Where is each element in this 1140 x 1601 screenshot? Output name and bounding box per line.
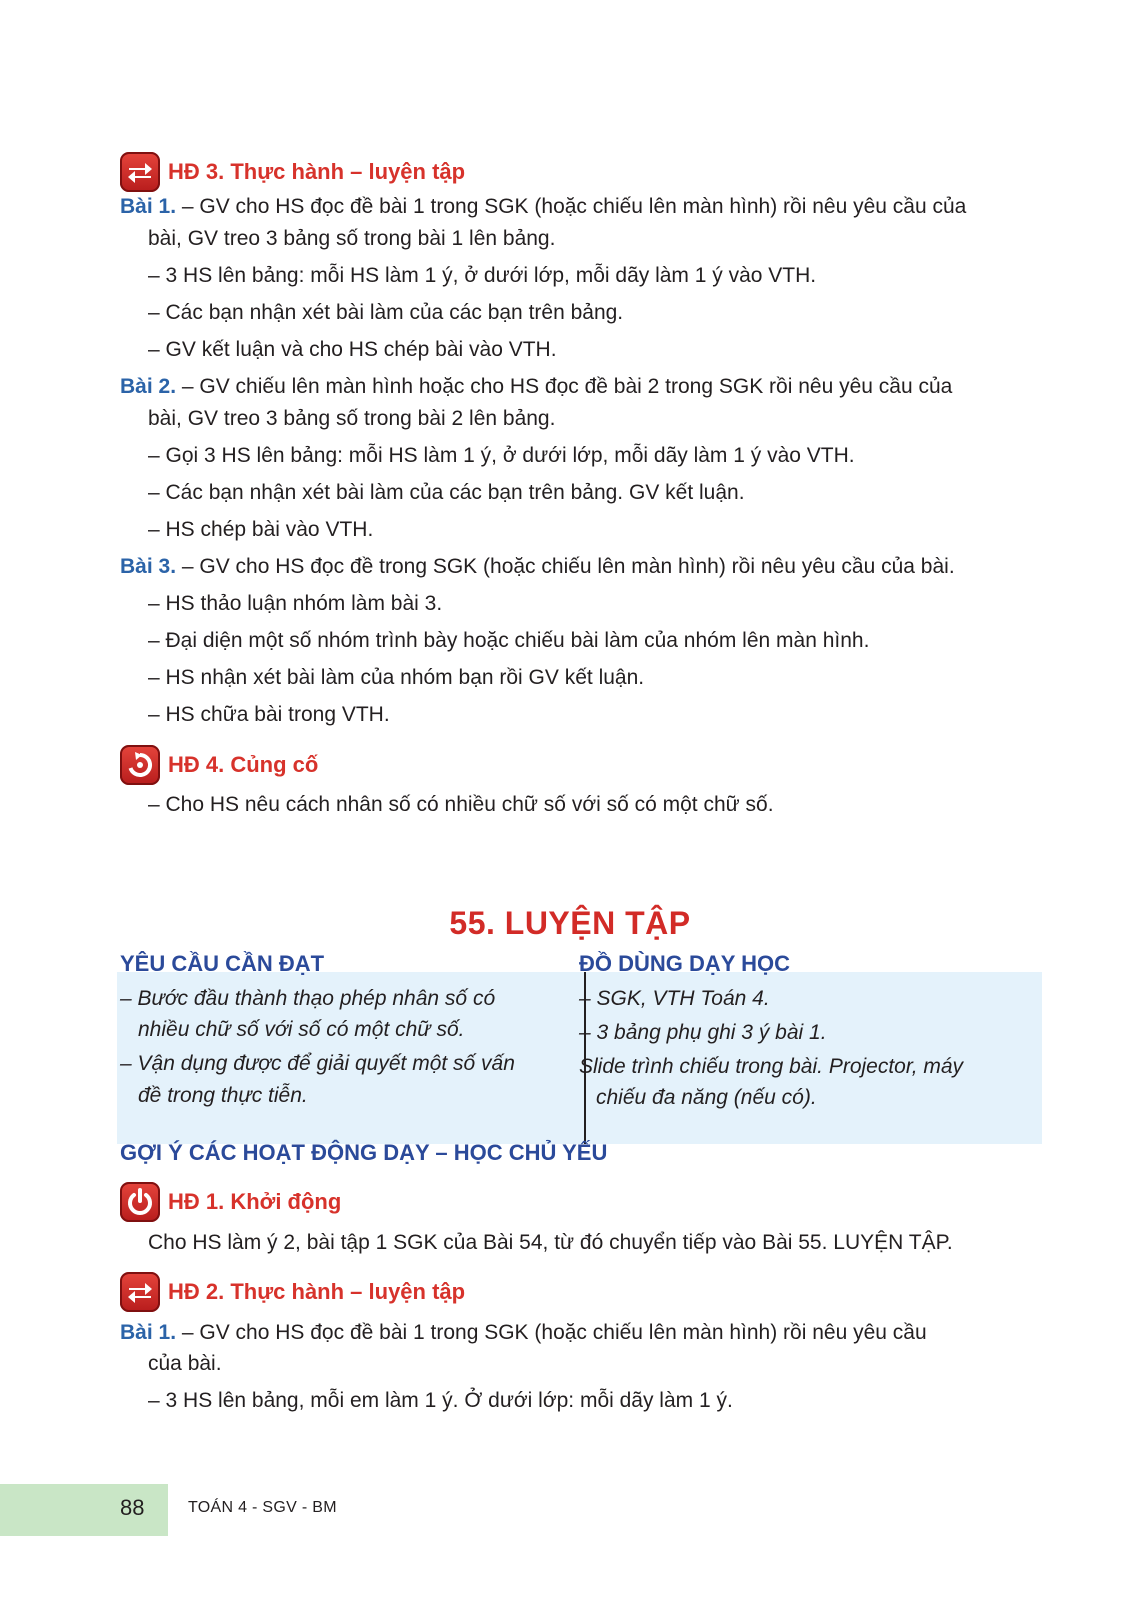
list-item: – HS chữa bài trong VTH. xyxy=(148,703,390,726)
footer-book-title: TOÁN 4 - SGV - BM xyxy=(188,1499,337,1516)
bai-text: – GV cho HS đọc đề bài 1 trong SGK (hoặc chiếu lên màn hình) rồi nêu yêu cầu của xyxy=(176,195,967,218)
hd4-title: HĐ 4. Củng cố xyxy=(168,752,319,777)
cycle-icon xyxy=(120,745,160,785)
list-item: – HS nhận xét bài làm của nhóm bạn rồi GV kết luận. xyxy=(148,666,645,689)
guide-title: GỢI Ý CÁC HOẠT ĐỘNG DẠY – HỌC CHỦ YẾU xyxy=(120,1140,608,1165)
hd3-bai1-line1 xyxy=(120,192,966,222)
list-item: – Cho HS nêu cách nhân số có nhiều chữ số với số có một chữ số. xyxy=(148,793,774,816)
hd2-bai1-line2: của bài. xyxy=(148,1352,222,1375)
hd1-title: HĐ 1. Khởi động xyxy=(168,1189,342,1214)
list-item: – HS thảo luận nhóm làm bài 3. xyxy=(148,592,443,615)
list-item: – Các bạn nhận xét bài làm của các bạn trên bảng. GV kết luận. xyxy=(148,481,745,504)
bai-label: Bài 2. xyxy=(120,375,177,398)
power-icon xyxy=(120,1182,160,1222)
bai-text: – GV cho HS đọc đề bài 1 trong SGK (hoặc chiếu lên màn hình) rồi nêu yêu cầu xyxy=(176,1321,927,1344)
hd3-bai1-line2: bài, GV treo 3 bảng số trong bài 1 lên bảng. xyxy=(148,227,556,250)
list-item: – 3 HS lên bảng: mỗi HS làm 1 ý, ở dưới lớp, mỗi dãy làm 1 ý vào VTH. xyxy=(148,264,817,287)
requirements-left-heading: YÊU CẦU CẦN ĐẠT xyxy=(120,951,325,976)
hd3-bai2-line2: bài, GV treo 3 bảng số trong bài 2 lên bảng. xyxy=(148,407,556,430)
arrows-exchange-icon xyxy=(120,1272,160,1312)
list-item: – 3 HS lên bảng, mỗi em làm 1 ý. Ở dưới lớp: mỗi dãy làm 1 ý. xyxy=(148,1389,733,1412)
hd2-bai1-line1 xyxy=(120,1318,927,1348)
list-item: – Gọi 3 HS lên bảng: mỗi HS làm 1 ý, ở dưới lớp, mỗi dãy làm 1 ý vào VTH. xyxy=(148,444,855,467)
hd3-bai3-line1 xyxy=(120,552,955,582)
requirements-right-line: – SGK, VTH Toán 4. xyxy=(579,987,770,1010)
bai-text: – GV cho HS đọc đề trong SGK (hoặc chiếu lên màn hình) rồi nêu yêu cầu của bài. xyxy=(176,555,955,578)
requirements-right-line: chiếu đa năng (nếu có). xyxy=(596,1086,817,1109)
bai-label: Bài 1. xyxy=(120,195,177,218)
requirements-left-line: đề trong thực tiễn. xyxy=(138,1084,308,1107)
list-item: – HS chép bài vào VTH. xyxy=(148,518,374,541)
hd2-heading xyxy=(120,1272,465,1312)
list-item: – Các bạn nhận xét bài làm của các bạn trên bảng. xyxy=(148,301,624,324)
requirements-right-heading: ĐỒ DÙNG DẠY HỌC xyxy=(579,951,791,976)
hd3-title: HĐ 3. Thực hành – luyện tập xyxy=(168,159,466,184)
requirements-right-line: Slide trình chiếu trong bài. Projector, máy xyxy=(579,1055,964,1078)
requirements-left-line: nhiều chữ số với số có một chữ số. xyxy=(138,1018,465,1041)
page-number: 88 xyxy=(120,1495,145,1520)
section-title: 55. LUYỆN TẬP xyxy=(449,905,691,941)
bai-label: Bài 3. xyxy=(120,555,177,578)
hd4-heading xyxy=(120,745,318,785)
hd3-heading xyxy=(120,152,465,192)
hd2-title: HĐ 2. Thực hành – luyện tập xyxy=(168,1279,466,1304)
list-item: – GV kết luận và cho HS chép bài vào VTH. xyxy=(148,338,557,361)
requirements-left-line: – Bước đầu thành thạo phép nhân số có xyxy=(120,987,496,1010)
bai-label: Bài 1. xyxy=(120,1321,177,1344)
hd1-text: Cho HS làm ý 2, bài tập 1 SGK của Bài 54, từ đó chuyển tiếp vào Bài 55. LUYỆN TẬP. xyxy=(148,1231,953,1254)
hd3-bai2-line1 xyxy=(120,372,952,402)
requirements-right-line: – 3 bảng phụ ghi 3 ý bài 1. xyxy=(579,1021,827,1044)
bai-text: – GV chiếu lên màn hình hoặc cho HS đọc đề bài 2 trong SGK rồi nêu yêu cầu của xyxy=(176,375,953,398)
requirements-left-line: – Vận dụng được để giải quyết một số vấn xyxy=(120,1052,515,1075)
hd1-heading xyxy=(120,1182,341,1222)
arrows-exchange-icon xyxy=(120,152,160,192)
list-item: – Đại diện một số nhóm trình bày hoặc chiếu bài làm của nhóm lên màn hình. xyxy=(148,629,870,652)
